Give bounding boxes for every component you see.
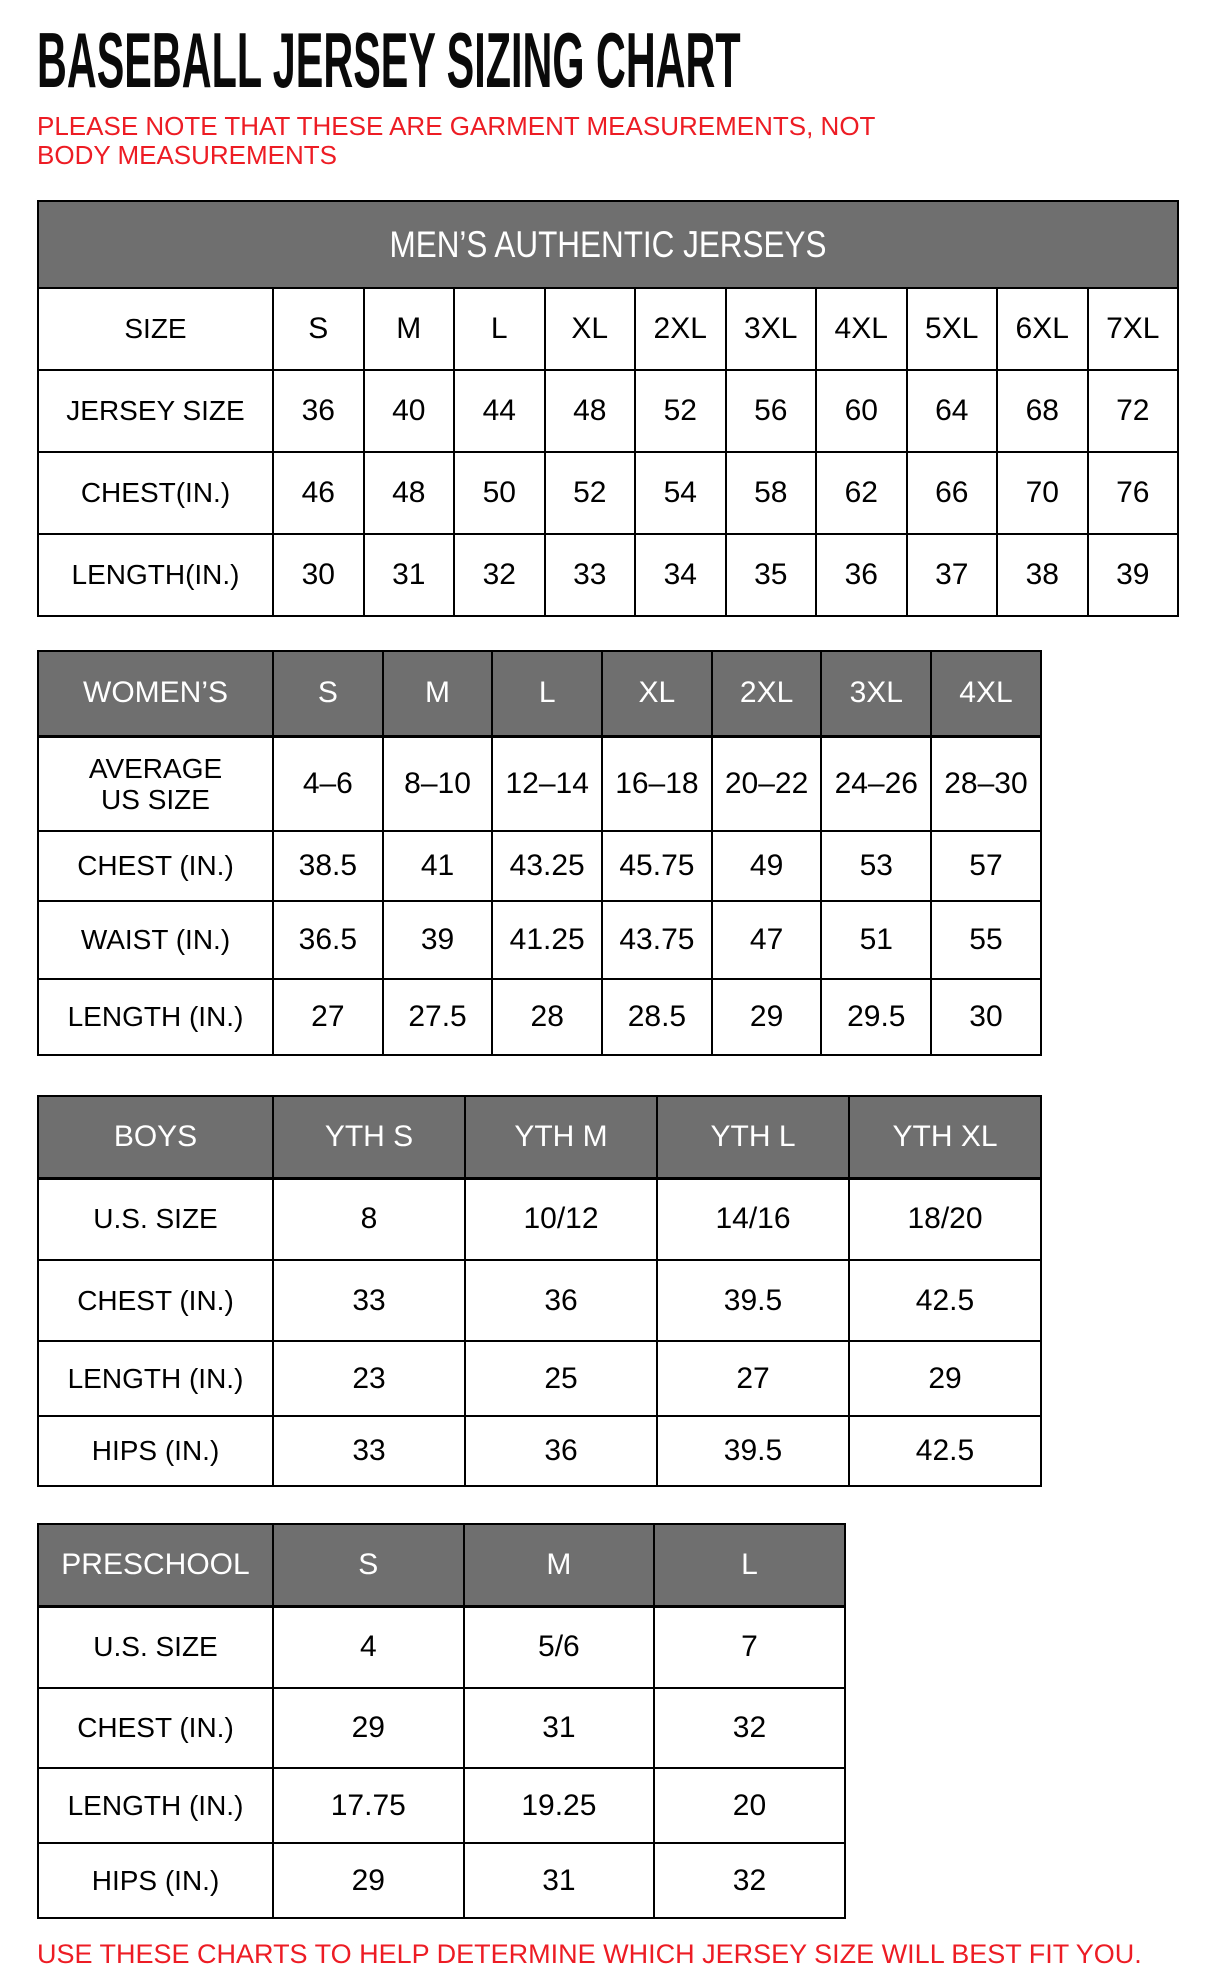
value-cell: 30 [931, 979, 1041, 1055]
value-cell: 31 [464, 1843, 655, 1918]
header-cell: 3XL [821, 651, 931, 736]
value-cell: 76 [1088, 452, 1179, 534]
table-row [38, 831, 1041, 901]
value-cell: 39.5 [657, 1260, 849, 1341]
value-cell: 55 [931, 901, 1041, 979]
row-label-cell: LENGTH (IN.) [38, 1341, 273, 1416]
value-cell: 29 [273, 1843, 464, 1918]
value-cell: 70 [997, 452, 1088, 534]
row-label-cell: CHEST (IN.) [38, 1260, 273, 1341]
value-cell: 39 [383, 901, 493, 979]
value-cell: 58 [726, 452, 817, 534]
value-cell: 12–14 [492, 736, 602, 831]
value-cell: 37 [907, 534, 998, 616]
table-row [38, 1688, 845, 1768]
value-cell: 32 [454, 534, 545, 616]
value-cell: 48 [364, 452, 455, 534]
mens-banner-label: MEN’S AUTHENTIC JERSEYS [389, 223, 827, 265]
value-cell: 5/6 [464, 1606, 655, 1688]
table-row [38, 736, 1041, 831]
value-cell: 38.5 [273, 831, 383, 901]
row-label-cell: AVERAGE US SIZE [38, 736, 273, 831]
row-label-cell: U.S. SIZE [38, 1178, 273, 1260]
value-cell: 62 [816, 452, 907, 534]
value-cell: 7 [654, 1606, 845, 1688]
value-cell: 29 [273, 1688, 464, 1768]
value-cell: 16–18 [602, 736, 712, 831]
value-cell: 27.5 [383, 979, 493, 1055]
value-cell: 23 [273, 1341, 465, 1416]
row-label-cell: WAIST (IN.) [38, 901, 273, 979]
row-label-cell: JERSEY SIZE [38, 370, 273, 452]
value-cell: 25 [465, 1341, 657, 1416]
value-cell: 36.5 [273, 901, 383, 979]
value-cell: 32 [654, 1688, 845, 1768]
row-label-cell: U.S. SIZE [38, 1606, 273, 1688]
row-label-cell: LENGTH(IN.) [38, 534, 273, 616]
value-cell: L [454, 288, 545, 370]
value-cell: 8 [273, 1178, 465, 1260]
header-cell: YTH L [657, 1096, 849, 1178]
value-cell: 42.5 [849, 1260, 1041, 1341]
value-cell: 52 [635, 370, 726, 452]
value-cell: 39.5 [657, 1416, 849, 1486]
table-row [38, 1341, 1041, 1416]
value-cell: 8–10 [383, 736, 493, 831]
value-cell: 45.75 [602, 831, 712, 901]
value-cell: 72 [1088, 370, 1179, 452]
table-row [38, 1768, 845, 1843]
table-row [38, 1260, 1041, 1341]
row-label-cell: SIZE [38, 288, 273, 370]
row-label-cell: CHEST(IN.) [38, 452, 273, 534]
header-cell: PRESCHOOL [38, 1524, 273, 1606]
fit-advice-footer: USE THESE CHARTS TO HELP DETERMINE WHICH JERSEY SIZE WILL BEST FIT YOU. [37, 1939, 1142, 1970]
value-cell: 53 [821, 831, 931, 901]
value-cell: 28 [492, 979, 602, 1055]
value-cell: 60 [816, 370, 907, 452]
value-cell: 33 [273, 1416, 465, 1486]
mens-table-banner [38, 201, 1178, 288]
value-cell: 4XL [816, 288, 907, 370]
table-row [38, 1843, 845, 1918]
header-cell: 4XL [931, 651, 1041, 736]
value-cell: 7XL [1088, 288, 1179, 370]
row-label-cell: CHEST (IN.) [38, 831, 273, 901]
row-label-cell: HIPS (IN.) [38, 1416, 273, 1486]
value-cell: 56 [726, 370, 817, 452]
value-cell: 44 [454, 370, 545, 452]
mens-jerseys-table [37, 200, 1179, 617]
value-cell: 36 [273, 370, 364, 452]
value-cell: 41.25 [492, 901, 602, 979]
value-cell: 10/12 [465, 1178, 657, 1260]
preschool-jerseys-table [37, 1523, 846, 1919]
value-cell: 5XL [907, 288, 998, 370]
value-cell: 4 [273, 1606, 464, 1688]
header-cell: YTH M [465, 1096, 657, 1178]
value-cell: 40 [364, 370, 455, 452]
value-cell: 41 [383, 831, 493, 901]
value-cell: 51 [821, 901, 931, 979]
value-cell: 17.75 [273, 1768, 464, 1843]
value-cell: 20 [654, 1768, 845, 1843]
value-cell: 42.5 [849, 1416, 1041, 1486]
value-cell: 49 [712, 831, 822, 901]
womens-header-row [38, 651, 1041, 736]
row-label-cell: LENGTH (IN.) [38, 979, 273, 1055]
value-cell: 31 [364, 534, 455, 616]
value-cell: 27 [657, 1341, 849, 1416]
value-cell: 48 [545, 370, 636, 452]
table-row [38, 1606, 845, 1688]
header-cell: YTH XL [849, 1096, 1041, 1178]
header-cell: BOYS [38, 1096, 273, 1178]
value-cell: 32 [654, 1843, 845, 1918]
value-cell: 14/16 [657, 1178, 849, 1260]
value-cell: 24–26 [821, 736, 931, 831]
table-row [38, 288, 1178, 370]
header-cell: WOMEN’S [38, 651, 273, 736]
value-cell: 46 [273, 452, 364, 534]
value-cell: 19.25 [464, 1768, 655, 1843]
value-cell: 30 [273, 534, 364, 616]
value-cell: 38 [997, 534, 1088, 616]
value-cell: 50 [454, 452, 545, 534]
value-cell: 35 [726, 534, 817, 616]
header-cell: XL [602, 651, 712, 736]
header-cell: S [273, 1524, 464, 1606]
value-cell: 31 [464, 1688, 655, 1768]
womens-jerseys-table [37, 650, 1042, 1056]
value-cell: 66 [907, 452, 998, 534]
value-cell: 47 [712, 901, 822, 979]
value-cell: S [273, 288, 364, 370]
value-cell: 39 [1088, 534, 1179, 616]
value-cell: 2XL [635, 288, 726, 370]
preschool-header-row [38, 1524, 845, 1606]
value-cell: 18/20 [849, 1178, 1041, 1260]
value-cell: 54 [635, 452, 726, 534]
mens-banner-cell [38, 201, 1178, 288]
value-cell: 68 [997, 370, 1088, 452]
table-row [38, 1178, 1041, 1260]
value-cell: 28–30 [931, 736, 1041, 831]
value-cell: 36 [465, 1416, 657, 1486]
header-cell: 2XL [712, 651, 822, 736]
value-cell: 43.25 [492, 831, 602, 901]
value-cell: 29 [849, 1341, 1041, 1416]
value-cell: 6XL [997, 288, 1088, 370]
value-cell: XL [545, 288, 636, 370]
value-cell: 57 [931, 831, 1041, 901]
table-row [38, 1416, 1041, 1486]
header-cell: L [654, 1524, 845, 1606]
header-cell: M [383, 651, 493, 736]
table-row [38, 534, 1178, 616]
value-cell: 52 [545, 452, 636, 534]
boys-header-row [38, 1096, 1041, 1178]
value-cell: 36 [465, 1260, 657, 1341]
value-cell: 43.75 [602, 901, 712, 979]
row-label-cell: CHEST (IN.) [38, 1688, 273, 1768]
row-label-cell: LENGTH (IN.) [38, 1768, 273, 1843]
table-row [38, 452, 1178, 534]
value-cell: 34 [635, 534, 726, 616]
table-row [38, 979, 1041, 1055]
value-cell: 4–6 [273, 736, 383, 831]
value-cell: 29 [712, 979, 822, 1055]
boys-jerseys-table [37, 1095, 1042, 1487]
value-cell: 20–22 [712, 736, 822, 831]
value-cell: M [364, 288, 455, 370]
value-cell: 64 [907, 370, 998, 452]
value-cell: 36 [816, 534, 907, 616]
value-cell: 29.5 [821, 979, 931, 1055]
header-cell: L [492, 651, 602, 736]
header-cell: YTH S [273, 1096, 465, 1178]
value-cell: 28.5 [602, 979, 712, 1055]
value-cell: 27 [273, 979, 383, 1055]
page-title: BASEBALL JERSEY SIZING CHART [37, 16, 741, 104]
value-cell: 33 [545, 534, 636, 616]
garment-measurement-note: PLEASE NOTE THAT THESE ARE GARMENT MEASUREMENTS, NOT BODY MEASUREMENTS [37, 111, 875, 171]
value-cell: 33 [273, 1260, 465, 1341]
row-label-cell: HIPS (IN.) [38, 1843, 273, 1918]
table-row [38, 901, 1041, 979]
table-row [38, 370, 1178, 452]
value-cell: 3XL [726, 288, 817, 370]
header-cell: M [464, 1524, 655, 1606]
header-cell: S [273, 651, 383, 736]
